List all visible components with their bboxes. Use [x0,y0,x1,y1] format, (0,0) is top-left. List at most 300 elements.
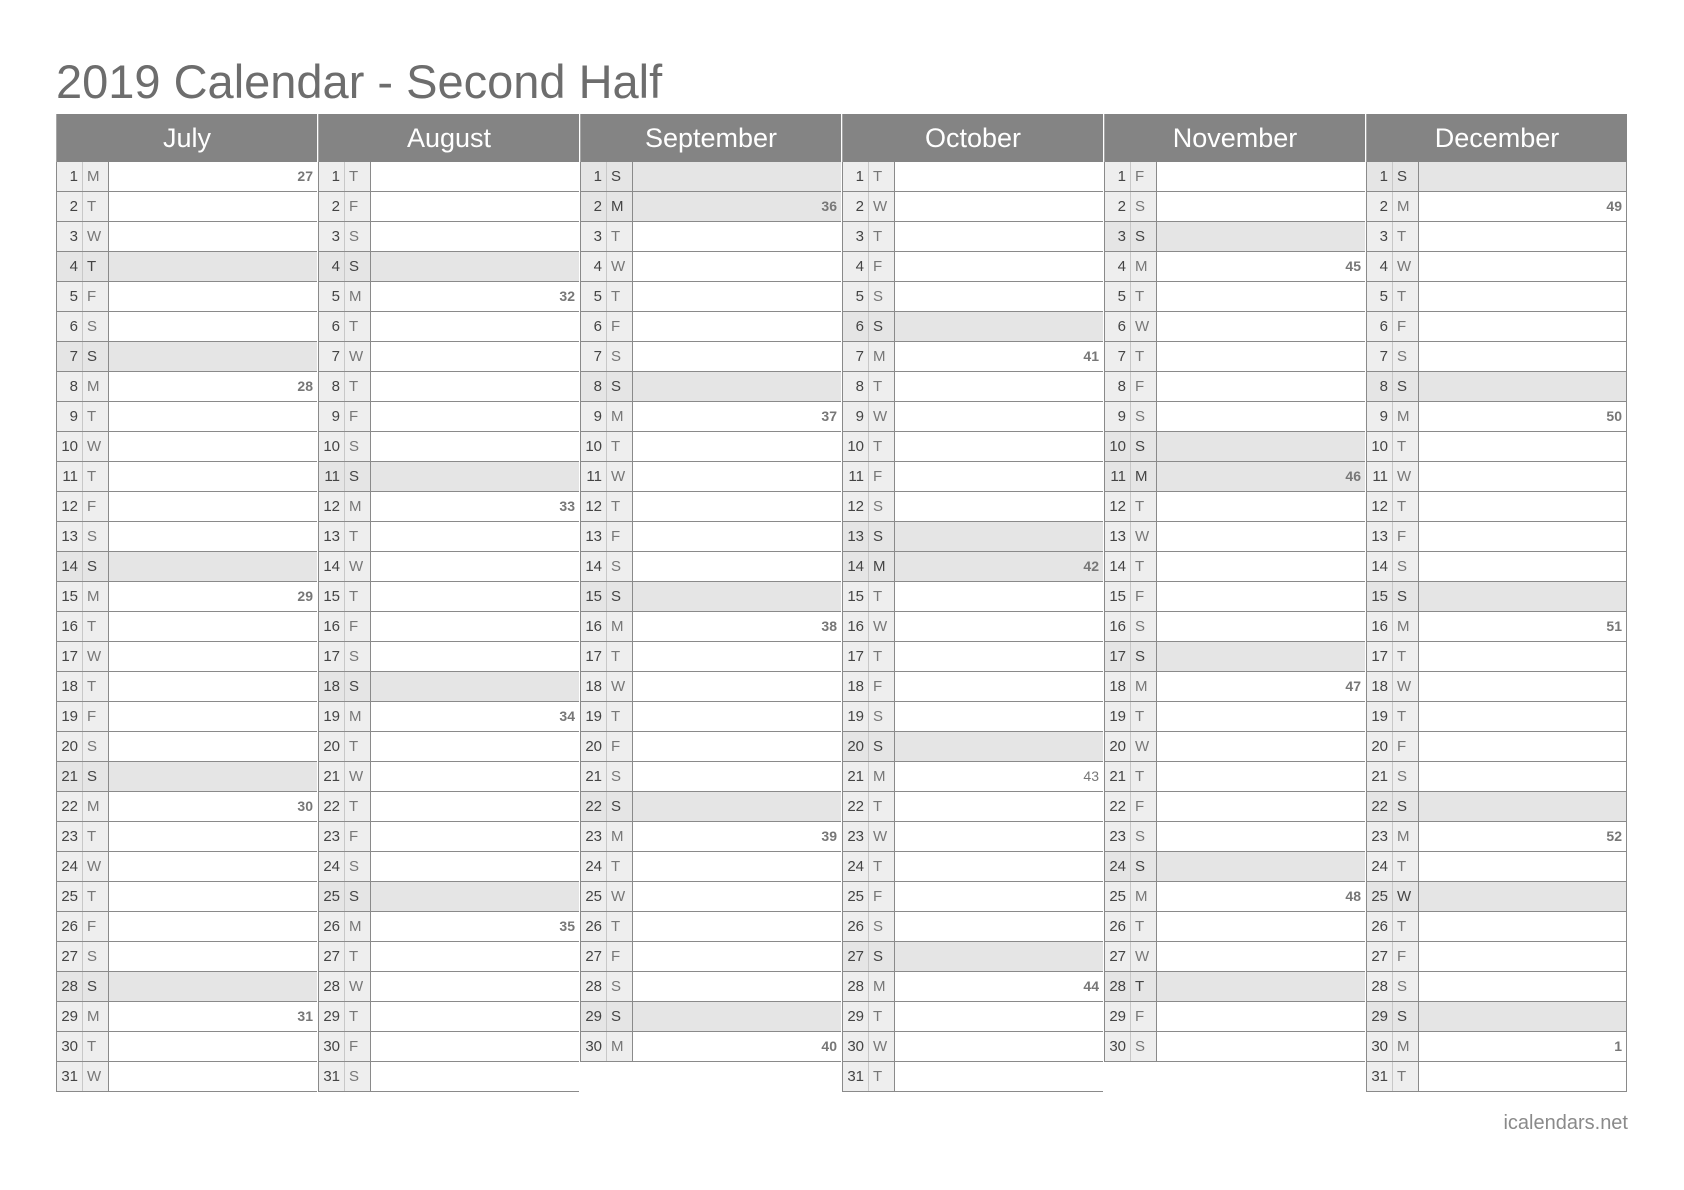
day-row [318,432,579,462]
weekday-letter: T [83,192,109,221]
weekday-letter: W [83,432,109,461]
day-row [318,492,579,522]
week-number [1157,642,1365,671]
week-number: 32 [559,288,575,304]
week-number: 52 [1419,822,1627,851]
day-number: 22 [318,792,345,821]
weekday-letter: M [607,1032,633,1061]
day-number: 13 [1104,522,1131,551]
weekday-letter: M [607,822,633,851]
day-number: 14 [842,552,869,581]
day-number: 7 [56,342,83,371]
weekday-letter: S [607,552,633,581]
weekday-letter: F [1131,792,1157,821]
day-number: 6 [580,312,607,341]
day-row [318,312,579,342]
day-number: 13 [580,522,607,551]
weekday-letter: M [1131,672,1157,701]
day-number: 13 [318,522,345,551]
day-row [580,612,841,642]
day-number: 16 [842,612,869,641]
week-number [1419,492,1627,521]
week-number: 27 [297,168,313,184]
weekday-letter: W [1393,462,1419,491]
weekday-letter: S [1131,192,1157,221]
day-number: 17 [580,642,607,671]
weekday-letter: S [1393,162,1419,191]
day-row [56,822,317,852]
week-number [371,612,579,641]
day-number: 5 [318,282,345,311]
month-header: September [580,114,841,162]
day-number: 4 [580,252,607,281]
day-number: 1 [318,162,345,191]
day-row [318,612,579,642]
day-row [842,702,1103,732]
weekday-letter: T [83,462,109,491]
weekday-letter: W [83,1062,109,1091]
week-number [1419,1062,1627,1091]
day-number: 3 [842,222,869,251]
week-number [109,972,317,1001]
weekday-letter: T [83,672,109,701]
week-number [1419,372,1627,401]
day-row [1366,312,1627,342]
weekday-letter: W [1393,882,1419,911]
day-row [842,492,1103,522]
day-row [580,972,841,1002]
weekday-letter: T [607,432,633,461]
week-number [1419,252,1627,281]
weekday-letter: W [83,642,109,671]
week-number: 28 [297,378,313,394]
day-row [580,162,841,192]
week-number [895,282,1103,311]
week-number [633,462,841,491]
day-row [1104,702,1365,732]
week-number [895,372,1103,401]
day-number: 19 [580,702,607,731]
day-row [56,192,317,222]
weekday-letter: M [1393,192,1419,221]
week-number [633,912,841,941]
month-october [842,114,1103,1094]
weekday-letter: T [869,1002,895,1031]
week-number [371,972,579,1001]
week-number: 49 [1419,192,1627,221]
day-number: 6 [56,312,83,341]
weekday-letter: S [1131,612,1157,641]
weekday-letter: S [607,162,633,191]
day-row [580,792,841,822]
week-number [895,642,1103,671]
week-number [1419,162,1627,191]
day-number: 23 [842,822,869,851]
day-row [580,912,841,942]
day-number: 5 [1104,282,1131,311]
week-number [895,702,1103,731]
week-number [1157,192,1365,221]
week-number: 50 [1419,402,1627,431]
week-number [895,462,1103,491]
day-number: 11 [580,462,607,491]
weekday-letter: W [869,822,895,851]
day-number: 23 [580,822,607,851]
day-number: 22 [1366,792,1393,821]
day-row [1104,732,1365,762]
day-row [56,732,317,762]
week-number [109,492,317,521]
day-number: 4 [1366,252,1393,281]
weekday-letter: F [1393,732,1419,761]
weekday-letter: M [1131,462,1157,491]
weekday-letter: S [1393,372,1419,401]
week-number [1419,462,1627,491]
week-number [895,222,1103,251]
weekday-letter: W [607,462,633,491]
week-number [1419,222,1627,251]
weekday-letter: S [345,252,371,281]
week-number [1157,852,1365,881]
day-number: 19 [318,702,345,731]
day-number: 12 [1104,492,1131,521]
day-row [318,972,579,1002]
day-number: 13 [56,522,83,551]
weekday-letter: F [607,312,633,341]
day-number: 24 [1366,852,1393,881]
day-row [318,642,579,672]
day-row [56,432,317,462]
month-july [56,114,317,1094]
weekday-letter: T [1393,642,1419,671]
day-row [1104,312,1365,342]
weekday-letter: S [1393,1002,1419,1031]
day-row [56,282,317,312]
weekday-letter: T [83,252,109,281]
week-number [633,1002,841,1031]
week-number [895,942,1103,971]
day-number: 27 [1104,942,1131,971]
day-number: 2 [842,192,869,221]
day-number: 13 [1366,522,1393,551]
day-row [1104,162,1365,192]
day-number: 31 [842,1062,869,1091]
week-number [633,342,841,371]
day-row [318,942,579,972]
weekday-letter: W [607,882,633,911]
weekday-letter: T [607,282,633,311]
week-number [109,312,317,341]
day-row [56,1002,317,1032]
week-number [109,882,317,911]
week-number [109,1032,317,1061]
weekday-letter: S [345,882,371,911]
week-number [633,972,841,1001]
weekday-letter: F [83,702,109,731]
day-row [318,552,579,582]
weekday-letter: T [1393,222,1419,251]
week-number [109,282,317,311]
week-number [895,162,1103,191]
day-number: 12 [1366,492,1393,521]
day-row [842,672,1103,702]
day-number: 9 [56,402,83,431]
day-row [580,222,841,252]
weekday-letter: T [869,372,895,401]
week-number [1419,522,1627,551]
week-number [1157,1002,1365,1031]
weekday-letter: T [869,1062,895,1091]
day-number: 14 [580,552,607,581]
weekday-letter: T [869,792,895,821]
day-row [1104,822,1365,852]
day-number: 5 [580,282,607,311]
week-number [109,732,317,761]
day-row [842,252,1103,282]
weekday-letter: F [869,252,895,281]
day-row [580,492,841,522]
weekday-letter: S [1131,822,1157,851]
day-row [1104,522,1365,552]
weekday-letter: M [607,192,633,221]
day-row [1104,252,1365,282]
day-number: 24 [318,852,345,881]
day-number: 13 [842,522,869,551]
week-number [1157,402,1365,431]
week-number [1157,342,1365,371]
weekday-letter: W [1131,732,1157,761]
weekday-letter: S [83,942,109,971]
week-number [633,162,841,191]
weekday-letter: S [83,342,109,371]
day-number: 3 [56,222,83,251]
weekday-letter: T [1393,1062,1419,1091]
week-number [633,432,841,461]
week-number [1157,732,1365,761]
day-number: 23 [1104,822,1131,851]
weekday-letter: F [345,822,371,851]
weekday-letter: T [1393,432,1419,461]
week-number [1157,162,1365,191]
day-row [580,282,841,312]
weekday-letter: T [1393,702,1419,731]
day-number: 24 [56,852,83,881]
day-number: 2 [318,192,345,221]
week-number [371,552,579,581]
day-row [842,792,1103,822]
day-number: 16 [1366,612,1393,641]
weekday-letter: F [345,402,371,431]
day-row [580,462,841,492]
week-number [895,732,1103,761]
week-number [1157,582,1365,611]
weekday-letter: T [345,1002,371,1031]
weekday-letter: F [83,492,109,521]
day-row [842,822,1103,852]
day-number: 17 [56,642,83,671]
day-number: 19 [1104,702,1131,731]
week-number [371,762,579,791]
week-number [633,642,841,671]
week-number [1419,672,1627,701]
day-row [1104,642,1365,672]
day-row [56,492,317,522]
day-row [318,1032,579,1062]
week-number [1157,222,1365,251]
weekday-letter: T [607,642,633,671]
weekday-letter: S [1393,582,1419,611]
weekday-letter: W [345,552,371,581]
day-number: 15 [318,582,345,611]
day-number: 7 [842,342,869,371]
weekday-letter: T [1393,852,1419,881]
weekday-letter: S [1131,852,1157,881]
day-number: 5 [842,282,869,311]
day-number: 16 [1104,612,1131,641]
day-number: 20 [318,732,345,761]
day-row [842,582,1103,612]
week-number [633,882,841,911]
week-number [109,252,317,281]
day-row [1104,492,1365,522]
day-number: 25 [580,882,607,911]
week-number [1157,942,1365,971]
day-number: 16 [580,612,607,641]
day-row [56,882,317,912]
week-number [371,522,579,551]
day-number: 6 [842,312,869,341]
month-august [318,114,579,1094]
weekday-letter: M [83,792,109,821]
week-number [895,792,1103,821]
week-number [371,642,579,671]
day-number: 21 [842,762,869,791]
week-number: 31 [297,1008,313,1024]
day-row [1104,342,1365,372]
week-number [895,672,1103,701]
day-row [580,642,841,672]
day-number: 23 [318,822,345,851]
day-row [1366,162,1627,192]
weekday-letter: S [869,282,895,311]
day-row [1366,702,1627,732]
week-number: 38 [821,618,837,634]
weekday-letter: S [607,972,633,1001]
week-number [895,822,1103,851]
month-header: July [56,114,317,162]
day-row [842,432,1103,462]
weekday-letter: M [1393,612,1419,641]
week-number [633,312,841,341]
weekday-letter: W [869,402,895,431]
week-number [371,402,579,431]
day-number: 9 [318,402,345,431]
weekday-letter: S [345,222,371,251]
week-number: 51 [1419,612,1627,641]
weekday-letter: M [869,552,895,581]
day-number: 3 [1104,222,1131,251]
day-number: 5 [1366,282,1393,311]
weekday-letter: S [869,912,895,941]
day-number: 2 [56,192,83,221]
weekday-letter: F [1393,522,1419,551]
day-row [1366,342,1627,372]
day-row [842,162,1103,192]
week-number [633,582,841,611]
weekday-letter: S [869,702,895,731]
day-row [1366,1062,1627,1092]
week-number [109,912,317,941]
week-number [371,222,579,251]
weekday-letter: T [1393,492,1419,521]
day-row [1366,882,1627,912]
day-row [842,312,1103,342]
day-number: 7 [580,342,607,371]
day-row [580,822,841,852]
week-number [895,882,1103,911]
day-number: 1 [1104,162,1131,191]
day-number: 29 [56,1002,83,1031]
week-number [109,432,317,461]
day-row [1104,582,1365,612]
day-row [1104,612,1365,642]
day-number: 9 [580,402,607,431]
day-row [1104,432,1365,462]
week-number [371,822,579,851]
day-number: 11 [842,462,869,491]
day-number: 10 [1366,432,1393,461]
day-number: 26 [842,912,869,941]
day-row [842,522,1103,552]
weekday-letter: T [83,402,109,431]
weekday-letter: T [607,492,633,521]
weekday-letter: S [345,432,371,461]
weekday-letter: S [1131,642,1157,671]
day-number: 30 [318,1032,345,1061]
week-number [371,432,579,461]
day-number: 20 [842,732,869,761]
day-row [1366,402,1627,432]
week-number: 43 [1083,768,1099,784]
week-number [1157,522,1365,551]
weekday-letter: F [869,882,895,911]
day-row [842,762,1103,792]
week-number: 30 [297,798,313,814]
day-number: 18 [318,672,345,701]
day-number: 6 [1366,312,1393,341]
weekday-letter: S [1131,1032,1157,1061]
weekday-letter: T [869,582,895,611]
day-row [56,762,317,792]
day-number: 28 [842,972,869,1001]
day-number: 1 [1366,162,1393,191]
weekday-letter: S [83,552,109,581]
weekday-letter: T [345,942,371,971]
week-number [371,192,579,221]
week-number [1157,822,1365,851]
week-number [109,402,317,431]
day-row [1366,732,1627,762]
weekday-letter: W [345,972,371,1001]
day-row [842,1002,1103,1032]
day-number: 29 [1366,1002,1393,1031]
day-row [1104,1002,1365,1032]
day-row [842,972,1103,1002]
day-number: 31 [1366,1062,1393,1091]
weekday-letter: W [345,762,371,791]
week-number [1157,912,1365,941]
week-number [1419,312,1627,341]
